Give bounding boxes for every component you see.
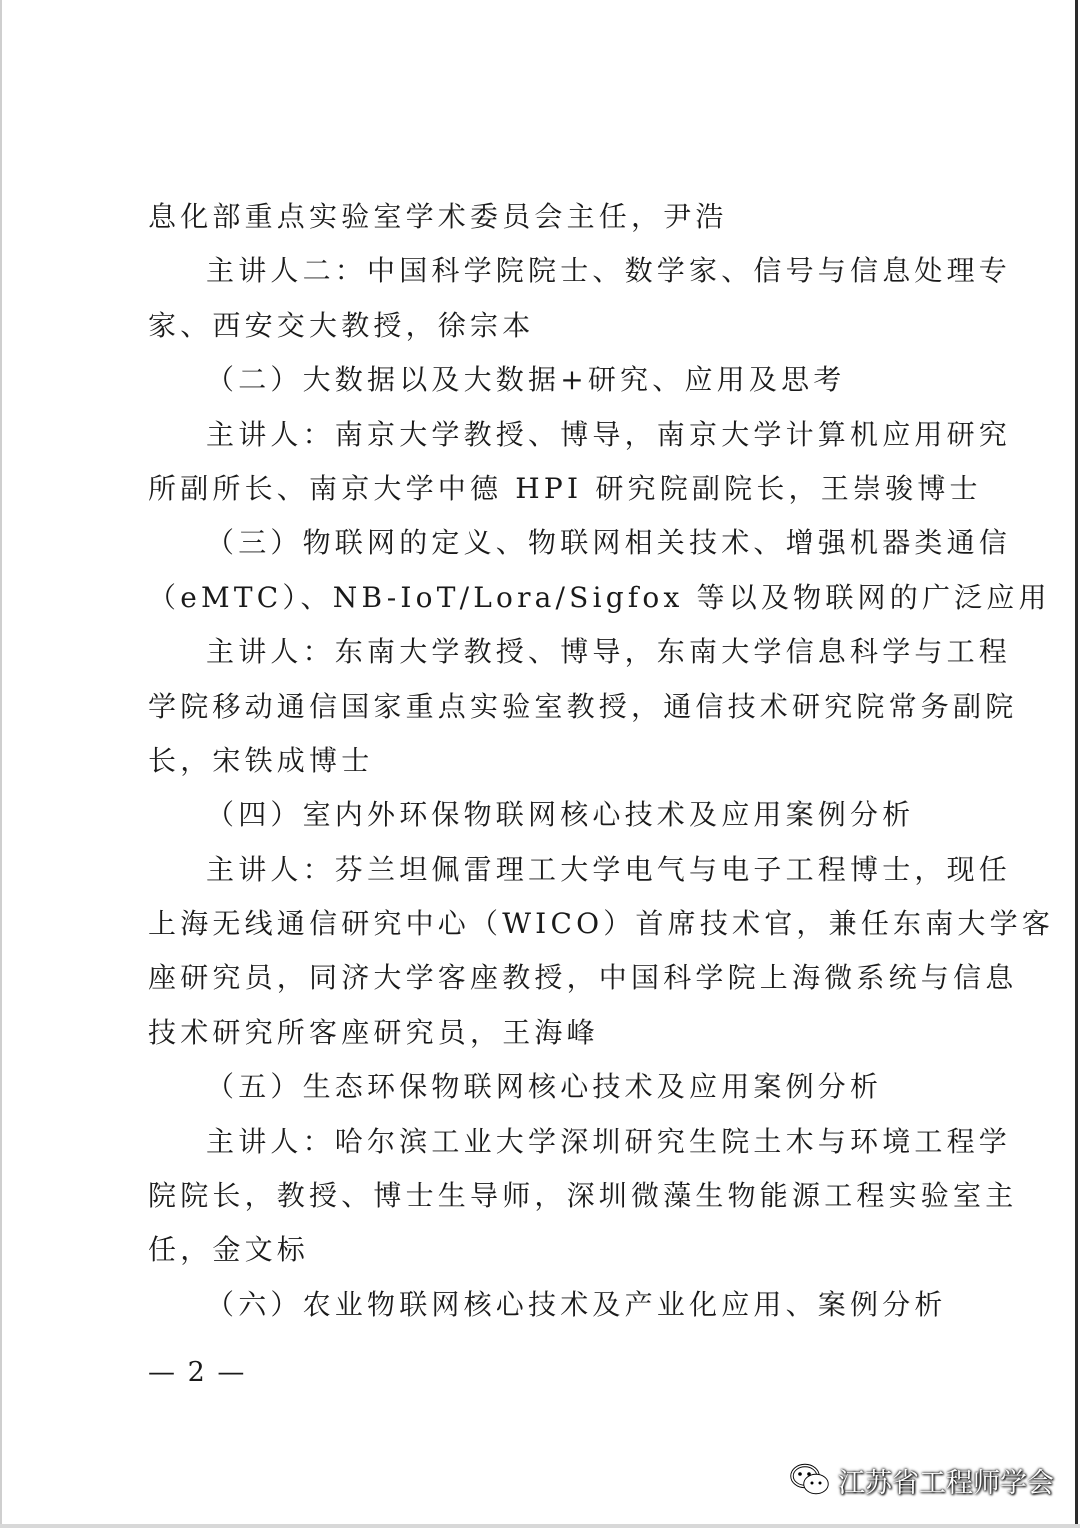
text-line: 主讲人：芬兰坦佩雷理工大学电气与电子工程博士，现任 — [206, 852, 1012, 886]
text-line: 家、西安交大教授，徐宗本 — [148, 308, 535, 342]
text-line: （eMTC）、NB-IoT/Lora/Sigfox 等以及物联网的广泛应用 — [148, 580, 1051, 614]
text-line: 主讲人：南京大学教授、博导，南京大学计算机应用研究 — [206, 417, 1012, 451]
text-line: 主讲人：哈尔滨工业大学深圳研究生院土木与环境工程学 — [206, 1124, 1012, 1158]
section-heading: （三）物联网的定义、物联网相关技术、增强机器类通信 — [206, 526, 1012, 560]
text-line: 主讲人二：中国科学院院士、数学家、信号与信息处理专 — [206, 254, 1012, 288]
section-heading: （四）室内外环保物联网核心技术及应用案例分析 — [206, 798, 915, 832]
wechat-icon — [790, 1463, 830, 1497]
section-heading: （六）农业物联网核心技术及产业化应用、案例分析 — [206, 1287, 947, 1321]
text-line: 上海无线通信研究中心（WICO）首席技术官，兼任东南大学客 — [148, 907, 1055, 941]
text-line: 长，宋铁成博士 — [148, 743, 374, 777]
wechat-watermark — [790, 1458, 1054, 1502]
page-right-edge — [1075, 0, 1078, 1528]
page-left-edge — [0, 0, 2, 1528]
text-line: 任，金文标 — [148, 1233, 310, 1267]
text-line: 座研究员，同济大学客座教授，中国科学院上海微系统与信息 — [148, 961, 1018, 995]
watermark-text: 江苏省工程师学会 — [838, 1467, 1054, 1499]
document-body — [148, 190, 1055, 1332]
page-bottom-edge — [0, 1524, 1080, 1528]
text-line: 所副所长、南京大学中德 HPI 研究院副院长，王崇骏博士 — [148, 471, 982, 505]
text-line: 学院移动通信国家重点实验室教授，通信技术研究院常务副院 — [148, 689, 1018, 723]
text-line: 息化部重点实验室学术委员会主任，尹浩 — [148, 200, 728, 233]
text-line: 院院长，教授、博士生导师，深圳微藻生物能源工程实验室主 — [148, 1179, 1018, 1213]
page-number: — 2 — — [148, 1357, 247, 1388]
text-line: 主讲人：东南大学教授、博导，东南大学信息科学与工程 — [206, 635, 1012, 669]
text-line: 技术研究所客座研究员，王海峰 — [148, 1015, 599, 1049]
section-heading: （二）大数据以及大数据+研究、应用及思考 — [206, 363, 846, 397]
section-heading: （五）生态环保物联网核心技术及应用案例分析 — [206, 1070, 883, 1104]
